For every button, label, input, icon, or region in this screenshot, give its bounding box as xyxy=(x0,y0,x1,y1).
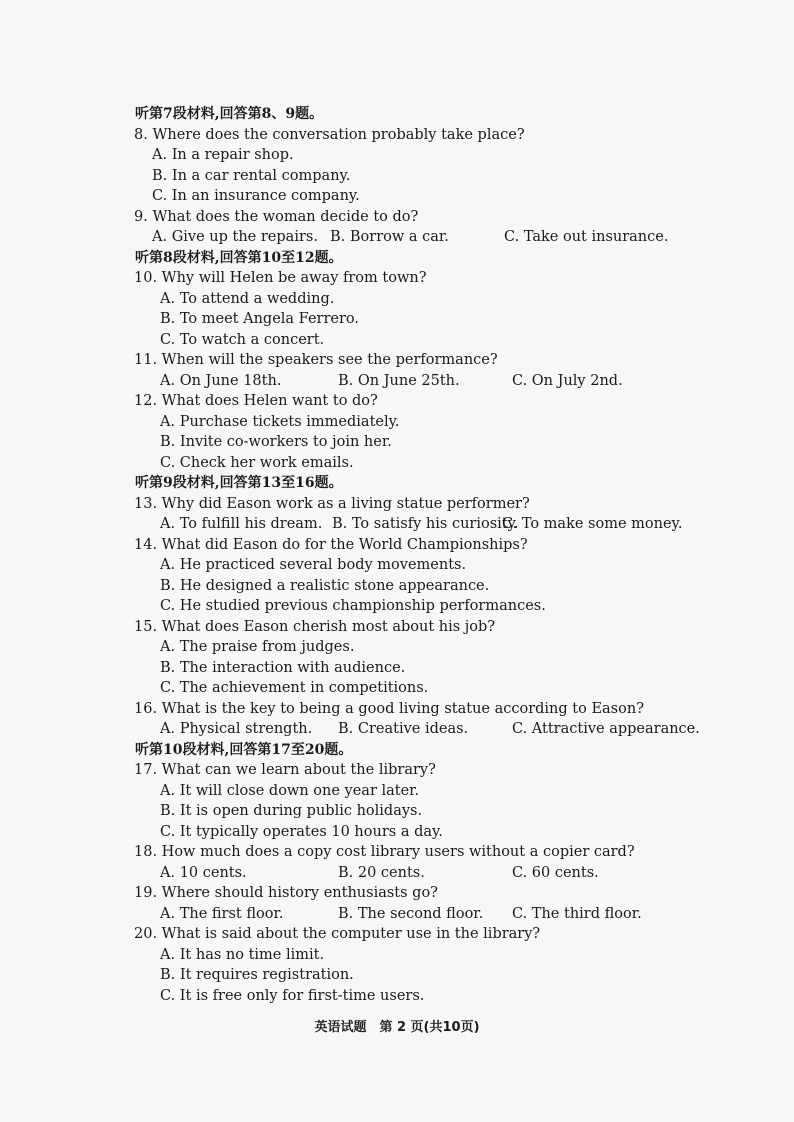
question-stem xyxy=(134,207,734,228)
question-text: What can we learn about the library? xyxy=(161,762,436,778)
option-a: A. The praise from judges. xyxy=(160,639,355,655)
options-row xyxy=(134,371,734,392)
question-stem xyxy=(134,617,734,638)
question-text: Where does the conversation probably take place? xyxy=(152,126,525,143)
question-text: Why did Eason work as a living statue performer? xyxy=(161,495,530,512)
option-b: B. Invite co-workers to join her. xyxy=(160,434,392,450)
section-header: 听第7段材料,回答第8、9题。 xyxy=(135,106,324,122)
option-a: A. 10 cents. xyxy=(160,864,247,881)
question-stem xyxy=(134,699,734,720)
option-a: A. It will close down one year later. xyxy=(160,782,420,799)
option-b: B. The interaction with audience. xyxy=(160,659,406,676)
option-c: C. Attractive appearance. xyxy=(512,721,700,737)
question-stem xyxy=(134,391,734,412)
option-c: C. To make some money. xyxy=(502,516,683,532)
option-c: C. Take out insurance. xyxy=(504,229,669,245)
page-footer: 英语试题 第 2 页(共10页) xyxy=(314,1020,480,1035)
option-b: B. To meet Angela Ferrero. xyxy=(160,311,359,327)
question-18 xyxy=(134,842,734,883)
question-15 xyxy=(134,617,734,699)
question-text: How much does a copy cost library users without a copier card? xyxy=(161,844,635,860)
option-a: A. Give up the repairs. xyxy=(152,229,318,245)
section-passage-10 xyxy=(134,740,734,1007)
options-row xyxy=(134,904,734,925)
question-stem xyxy=(134,494,734,515)
option-b: B. To satisfy his curiosity. xyxy=(332,516,519,532)
question-10 xyxy=(134,268,734,350)
question-19 xyxy=(134,883,734,924)
question-stem xyxy=(134,924,734,945)
option-a: A. To fulfill his dream. xyxy=(160,516,323,532)
question-number: 10. xyxy=(134,270,158,286)
option-c: C. It typically operates 10 hours a day. xyxy=(160,823,443,840)
options-row xyxy=(134,863,734,884)
option-b: B. On June 25th. xyxy=(338,372,460,389)
question-text: What is said about the computer use in the library? xyxy=(161,926,541,942)
question-stem xyxy=(134,268,734,289)
option-a: A. Purchase tickets immediately. xyxy=(160,413,400,430)
option-c: C. The achievement in competitions. xyxy=(160,680,429,696)
options-row xyxy=(134,719,734,740)
question-text: Why will Helen be away from town? xyxy=(161,270,427,286)
option-a: A. To attend a wedding. xyxy=(160,290,335,307)
question-12 xyxy=(134,391,734,473)
option-b: B. It requires registration. xyxy=(160,967,354,983)
question-stem xyxy=(134,842,734,863)
question-number: 12. xyxy=(134,393,158,409)
section-passage-8 xyxy=(134,248,734,474)
question-text: What did Eason do for the World Championships? xyxy=(161,536,528,553)
question-text: What does the woman decide to do? xyxy=(152,208,419,225)
option-a: A. It has no time limit. xyxy=(160,946,325,963)
option-c: C. In an insurance company. xyxy=(152,188,360,204)
question-stem xyxy=(134,760,734,781)
section-header: 听第10段材料,回答第17至20题。 xyxy=(135,741,353,758)
option-c: C. The third floor. xyxy=(512,905,642,922)
question-number: 20. xyxy=(134,926,158,942)
question-text: When will the speakers see the performance? xyxy=(161,352,498,368)
options-row xyxy=(134,514,734,535)
option-a: A. In a repair shop. xyxy=(152,147,294,163)
question-number: 9. xyxy=(134,208,148,225)
section-header: 听第8段材料,回答第10至12题。 xyxy=(135,249,343,266)
option-a: A. Physical strength. xyxy=(160,721,313,737)
option-a: A. The first floor. xyxy=(160,905,284,922)
question-stem xyxy=(134,125,734,146)
question-number: 8. xyxy=(134,126,148,143)
question-14 xyxy=(134,535,734,617)
option-a: A. On June 18th. xyxy=(160,372,282,389)
option-b: B. Borrow a car. xyxy=(330,229,449,245)
question-text: Where should history enthusiasts go? xyxy=(161,885,438,901)
option-c: C. To watch a concert. xyxy=(160,331,325,348)
option-b: B. 20 cents. xyxy=(338,864,425,881)
question-9 xyxy=(134,207,734,248)
question-number: 18. xyxy=(134,844,158,860)
options-row xyxy=(134,227,734,248)
question-number: 14. xyxy=(134,536,158,553)
question-text: What is the key to being a good living statue according to Eason? xyxy=(161,700,644,717)
question-13 xyxy=(134,494,734,535)
option-b: B. Creative ideas. xyxy=(338,721,469,737)
option-c: C. On July 2nd. xyxy=(512,372,623,389)
question-number: 17. xyxy=(134,762,158,778)
section-header: 听第9段材料,回答第13至16题。 xyxy=(135,475,343,491)
question-number: 13. xyxy=(134,495,158,512)
question-8 xyxy=(134,125,734,207)
section-passage-7 xyxy=(134,104,734,248)
option-a: A. He practiced several body movements. xyxy=(160,557,467,573)
option-b: B. It is open during public holidays. xyxy=(160,803,423,819)
option-c: C. Check her work emails. xyxy=(160,454,354,471)
question-number: 11. xyxy=(134,352,158,368)
section-passage-9 xyxy=(134,473,734,740)
option-c: C. It is free only for first-time users. xyxy=(160,987,425,1004)
question-stem xyxy=(134,350,734,371)
option-b: B. The second floor. xyxy=(338,905,484,922)
question-number: 15. xyxy=(134,618,158,635)
question-text: What does Helen want to do? xyxy=(161,393,378,409)
question-16 xyxy=(134,699,734,740)
question-stem xyxy=(134,535,734,556)
exam-content xyxy=(134,104,734,1006)
question-number: 19. xyxy=(134,885,158,901)
question-17 xyxy=(134,760,734,842)
question-20 xyxy=(134,924,734,1006)
option-b: B. In a car rental company. xyxy=(152,167,351,184)
question-11 xyxy=(134,350,734,391)
option-b: B. He designed a realistic stone appearance. xyxy=(160,577,490,594)
question-stem xyxy=(134,883,734,904)
option-c: C. He studied previous championship performances. xyxy=(160,598,546,614)
question-number: 16. xyxy=(134,700,158,717)
question-text: What does Eason cherish most about his job? xyxy=(161,618,496,635)
option-c: C. 60 cents. xyxy=(512,864,599,881)
